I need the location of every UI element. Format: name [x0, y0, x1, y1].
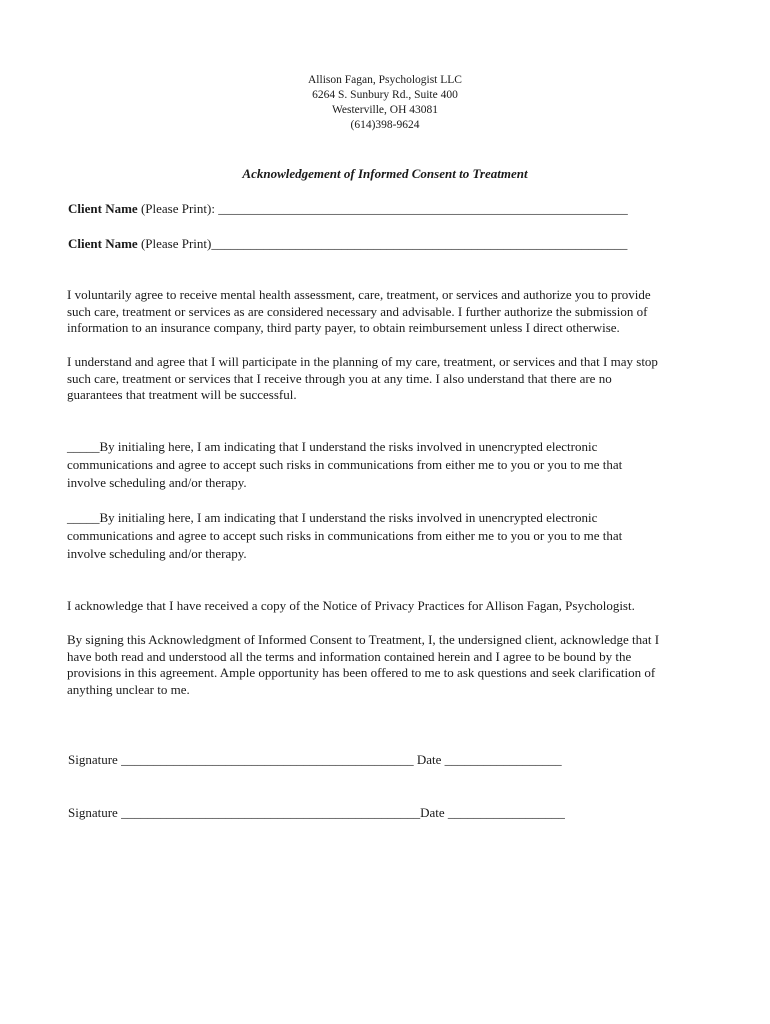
- paragraph-line: By signing this Acknowledgment of Informed Consent to Treatment, I, the undersigned client, acknowledge that I: [67, 632, 660, 647]
- phone-number: (614)398-9624: [350, 119, 420, 131]
- client-name-blank[interactable]: ________________________________________________________________: [211, 236, 628, 251]
- initial-line[interactable]: _____By initialing here, I am indicating that I understand the risks involved in unencrypted electronic: [67, 510, 598, 525]
- client-name-label: Client Name: [68, 201, 138, 216]
- practice-name: Allison Fagan, Psychologist LLC: [308, 74, 462, 86]
- paragraph-line: provisions in this agreement. Ample opportunity has been offered to me to ask questions and seek clarification of: [67, 665, 656, 680]
- paragraph-line: I voluntarily agree to receive mental health assessment, care, treatment, or services and authorize you to provide: [67, 287, 651, 302]
- privacy-acknowledgement: [67, 598, 707, 615]
- consent-paragraph: [67, 287, 707, 337]
- paragraph-line: information to an insurance company, third party payer, to obtain reimbursement unless I direct otherwise.: [67, 320, 620, 335]
- letterhead: [0, 73, 770, 133]
- paragraph-line: involve scheduling and/or therapy.: [67, 546, 247, 561]
- client-name-label: Client Name: [68, 236, 138, 251]
- paragraph-line: communications and agree to accept such risks in communications from either me to you or you to me that: [67, 528, 623, 543]
- street-address: 6264 S. Sunbury Rd., Suite 400: [312, 89, 458, 101]
- client-name-hint: (Please Print):: [137, 201, 219, 216]
- paragraph-line: such care, treatment or services that I receive through you at any time. I also understand that there are no: [67, 370, 612, 386]
- paragraph-line: I understand and agree that I will participate in the planning of my care, treatment, or services and that I may stop: [67, 354, 658, 369]
- client-name-field-2[interactable]: [68, 236, 627, 252]
- paragraph-line: have both read and understood all the terms and information contained herein and I agree to be bound by the: [67, 648, 632, 664]
- client-name-hint: (Please Print): [137, 236, 212, 251]
- city-state-zip: Westerville, OH 43081: [331, 104, 439, 116]
- initial-line[interactable]: _____By initialing here, I am indicating that I understand the risks involved in unencrypted electronic: [67, 439, 598, 454]
- signature-date-line-2[interactable]: Signature ______________________________________________Date __________________: [68, 805, 565, 820]
- paragraph-line: such care, treatment or services as are considered necessary and advisable. I further authorize the submission of: [67, 303, 648, 319]
- document-title: Acknowledgement of Informed Consent to Treatment: [242, 166, 528, 181]
- initial-section-1[interactable]: [67, 438, 707, 492]
- signing-paragraph: [67, 632, 707, 698]
- initial-section-2[interactable]: [67, 509, 707, 563]
- participation-paragraph: [67, 354, 707, 404]
- client-name-field-1[interactable]: [68, 201, 628, 217]
- paragraph-line: I acknowledge that I have received a copy of the Notice of Privacy Practices for Allison Fagan, Psychologist.: [67, 598, 635, 613]
- client-name-blank[interactable]: _______________________________________________________________: [218, 201, 628, 216]
- paragraph-line: guarantees that treatment will be successful.: [67, 387, 297, 402]
- signature-date-line-1[interactable]: Signature _____________________________________________ Date __________________: [68, 752, 562, 767]
- paragraph-line: communications and agree to accept such risks in communications from either me to you or you to me that: [67, 457, 623, 472]
- paragraph-line: anything unclear to me.: [67, 681, 190, 697]
- paragraph-line: involve scheduling and/or therapy.: [67, 475, 247, 490]
